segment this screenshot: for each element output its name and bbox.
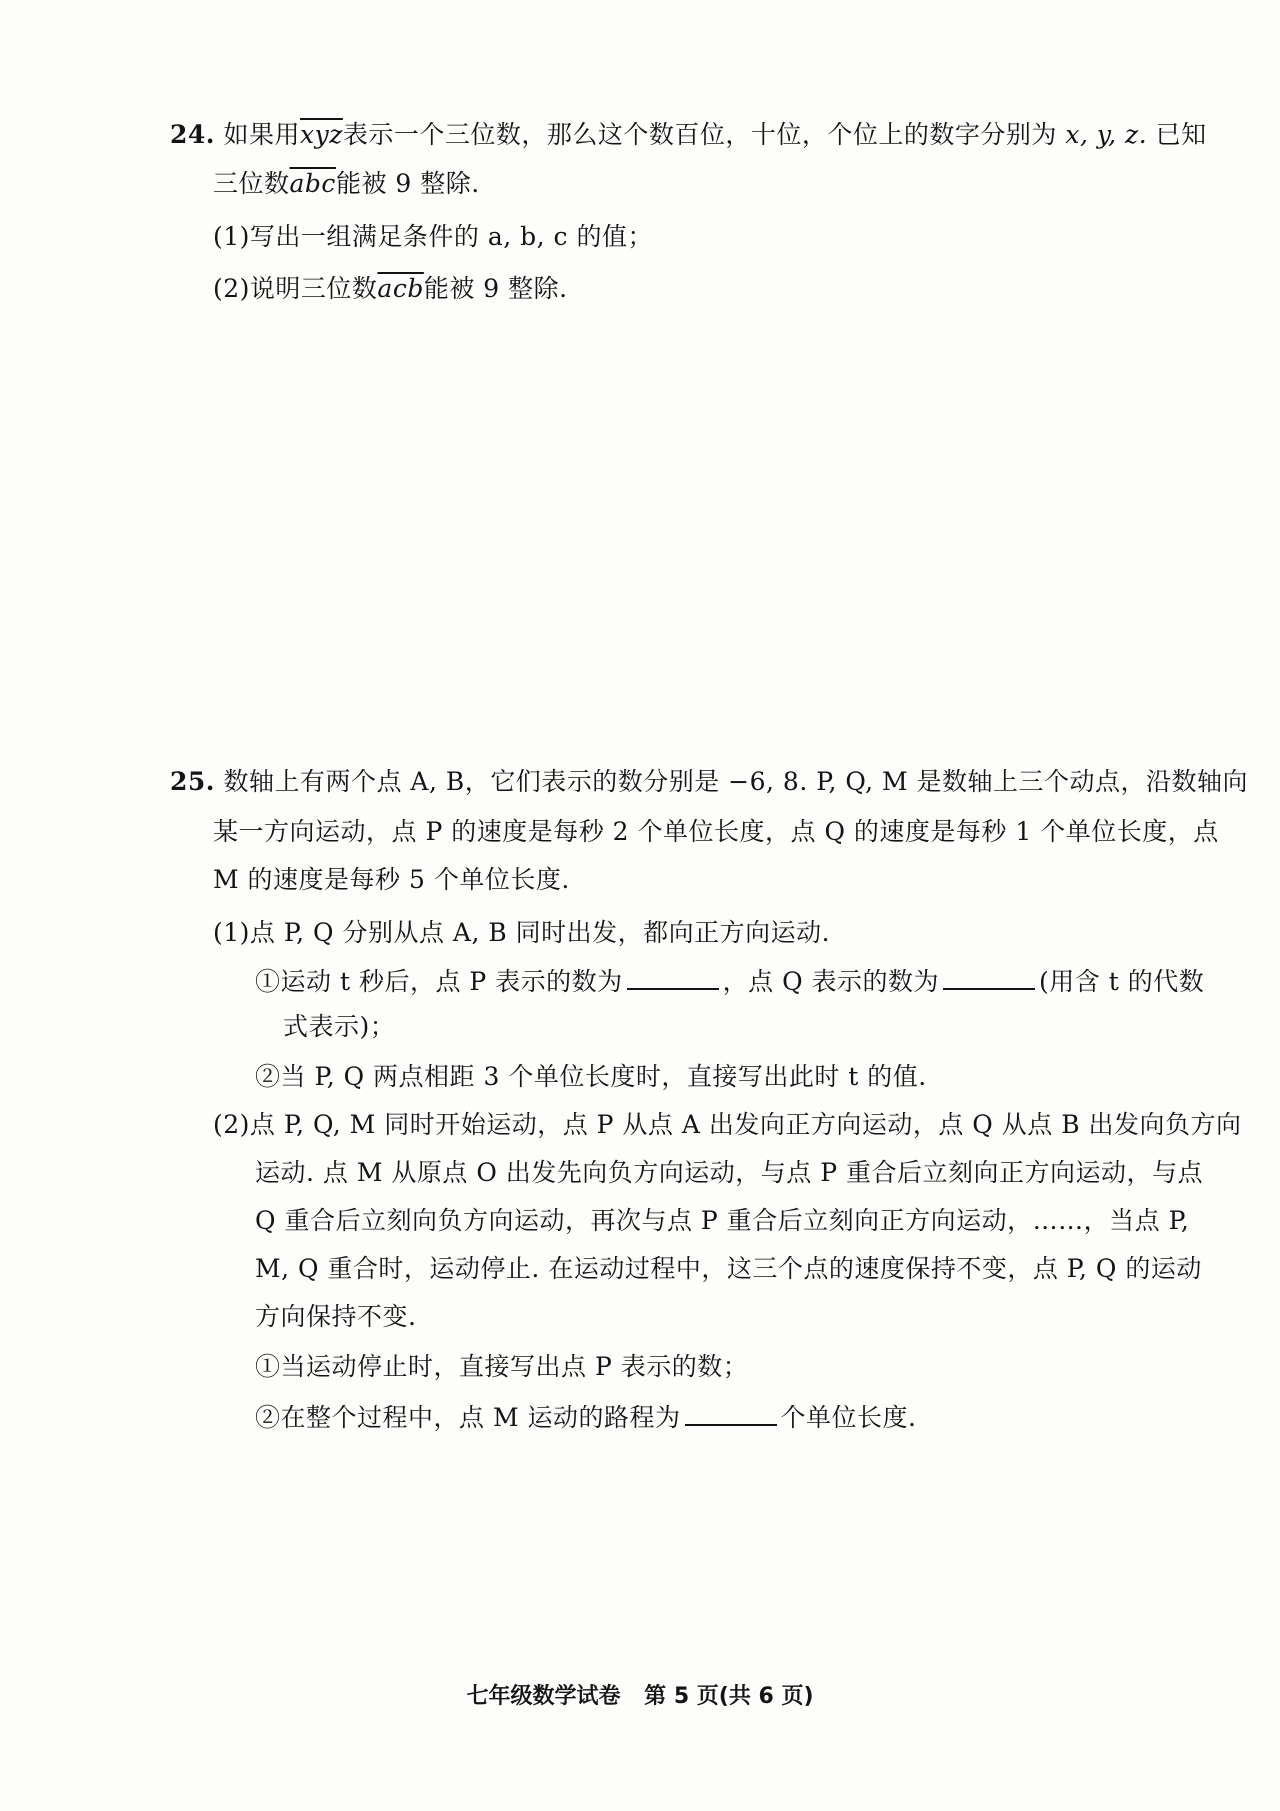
q25-line-3: M 的速度是每秒 5 个单位长度. — [213, 865, 570, 894]
q25-text: ，点 Q 表示的数为 — [722, 967, 940, 996]
q24-xyz-notation: $\overline{xyz}$ — [299, 120, 343, 149]
q24-part-2 — [213, 272, 568, 306]
q25-part-2-ii — [255, 1398, 916, 1435]
q24-line-2 — [213, 167, 480, 201]
q25-text: ①运动 t 秒后，点 P 表示的数为 — [255, 967, 623, 996]
q25-text: 数轴上有两个点 A, B，它们表示的数分别是 −6, 8. P, Q, M 是数轴上三个动点，沿数轴向 — [223, 767, 1249, 796]
q25-text: 个单位长度. — [780, 1403, 917, 1432]
q24-text: 能被 9 整除. — [335, 169, 480, 198]
q25-part-2-line-5: 方向保持不变. — [255, 1302, 417, 1331]
q24-line-1 — [170, 118, 1207, 152]
q24-text: (2)说明三位数 — [213, 274, 378, 303]
q25-part-1-i-cont: 式表示)； — [283, 1012, 396, 1041]
page-footer — [0, 1682, 1280, 1712]
q24-variables: x, y, z. — [1065, 120, 1148, 149]
q24-abc-notation: $\overline{abc}$ — [289, 169, 336, 198]
footer-page-number: 第 5 页(共 6 页) — [644, 1684, 814, 1709]
q25-text: (用含 t 的代数 — [1039, 967, 1205, 996]
answer-blank[interactable] — [943, 962, 1035, 990]
answer-blank[interactable] — [627, 962, 719, 990]
q24-text: 能被 9 整除. — [423, 274, 568, 303]
q25-part-2-line-3: Q 重合后立刻向负方向运动，再次与点 P 重合后立刻向正方向运动，……，当点 P, — [255, 1206, 1190, 1235]
q25-part-2-i: ①当运动停止时，直接写出点 P 表示的数； — [255, 1352, 749, 1381]
q24-part-1: (1)写出一组满足条件的 a, b, c 的值； — [213, 222, 654, 251]
q25-part-2-line-1: (2)点 P, Q, M 同时开始运动，点 P 从点 A 出发向正方向运动，点 Q 从点 B 出发向负方向 — [213, 1110, 1242, 1139]
q25-number: 25. — [170, 767, 215, 796]
q25-part-1-intro: (1)点 P, Q 分别从点 A, B 同时出发，都向正方向运动. — [213, 918, 831, 947]
q24-text: 三位数 — [213, 169, 290, 198]
q25-line-1 — [170, 765, 1248, 799]
footer-title: 七年级数学试卷 — [466, 1684, 621, 1709]
q24-text: 如果用 — [223, 120, 300, 149]
q24-text: 表示一个三位数，那么这个数百位，十位，个位上的数字分别为 — [342, 120, 1057, 149]
q24-acb-notation: $\overline{acb}$ — [377, 274, 424, 303]
q24-text: 已知 — [1155, 120, 1207, 149]
q25-part-1-ii: ②当 P, Q 两点相距 3 个单位长度时，直接写出此时 t 的值. — [255, 1062, 927, 1091]
answer-blank[interactable] — [685, 1398, 777, 1426]
q25-line-2: 某一方向运动，点 P 的速度是每秒 2 个单位长度，点 Q 的速度是每秒 1 个单位长度，点 — [213, 817, 1219, 846]
q25-part-2-line-2: 运动. 点 M 从原点 O 出发先向负方向运动，与点 P 重合后立刻向正方向运动，与点 — [255, 1158, 1203, 1187]
q25-text: ②在整个过程中，点 M 运动的路程为 — [255, 1403, 681, 1432]
q25-part-1-i — [255, 962, 1204, 999]
q25-part-2-line-4: M, Q 重合时，运动停止. 在运动过程中，这三个点的速度保持不变，点 P, Q 的运动 — [255, 1254, 1202, 1283]
q24-number: 24. — [170, 120, 215, 149]
